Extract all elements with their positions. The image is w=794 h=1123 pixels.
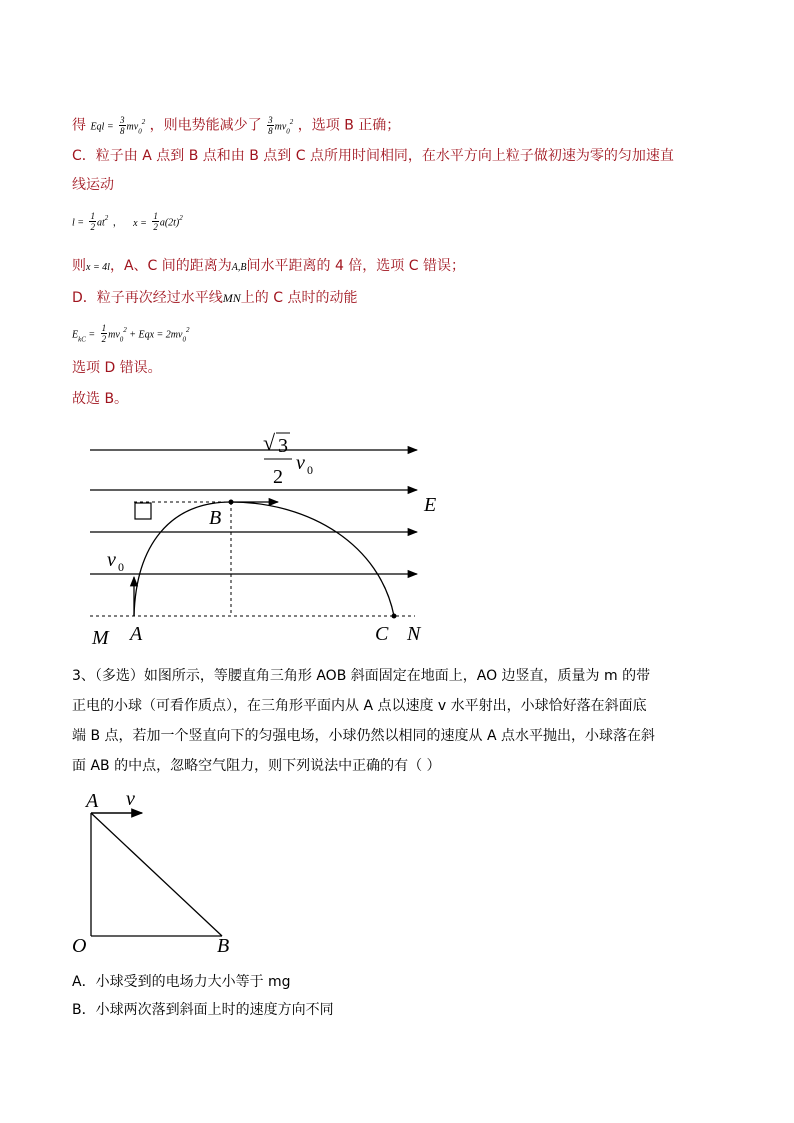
label-top-v-sub: 0 [307, 463, 313, 477]
d-line-2: 选项 D 错误。 [72, 360, 162, 376]
frac-1-2-b: $\frac{1}{2}$ [153, 211, 158, 233]
frac-1-2-a: $\frac{1}{2}$ [90, 211, 95, 233]
label-den-2: 2 [273, 466, 283, 488]
c-line-3: 则x = 4l，A、C 间的距离为A,B间水平距离的 4 倍，选项 C 错误； [72, 258, 465, 274]
trajectory-curve [134, 502, 394, 616]
text-suffix: ，选项 B 正确； [297, 117, 401, 134]
label-v0-sub: 0 [118, 560, 124, 574]
option-b: B．小球两次落到斜面上时的速度方向不同 [72, 1002, 334, 1018]
figure-2-triangle [62, 788, 252, 958]
label-n: N [407, 623, 421, 645]
text-de: 得 [72, 117, 86, 134]
d-line-1: D．粒子再次经过水平线MN上的 C 点时的动能 [72, 290, 358, 306]
frac-3-8: $\frac{3}{8}$ [120, 115, 125, 137]
label-o: O [72, 935, 87, 957]
q3-line-2: 正电的小球（可看作质点），在三角形平面内从 A 点以速度 v 水平射出，小球恰好落在斜面底 [72, 698, 647, 714]
right-angle-box [135, 503, 151, 519]
equation-2: l = $\frac{1}{2}$ $at^2$ ， x = $\frac{1}{2}$ $a(2t)^2$ [72, 211, 183, 233]
equation-3: $E_{kC}$ = $\frac{1}{2}$ $mv_0^2$ + Eqx = $2mv_0^2$ [72, 323, 190, 345]
side-ab [91, 813, 222, 936]
q3-line-1: 3、（多选）如图所示，等腰直角三角形 AOB 斜面固定在地面上，AO 边竖直，质量为 m 的带 [72, 668, 651, 684]
frac-1-2-c: $\frac{1}{2}$ [101, 323, 107, 345]
option-a: A．小球受到的电场力大小等于 mg [72, 974, 291, 990]
frac2-3-8: $\frac{3}{8}$ [268, 115, 273, 137]
figure-1-field-diagram [80, 425, 460, 650]
label-sqrt-sign: √ [263, 430, 276, 455]
point-c [392, 614, 397, 619]
c-line-2: 线运动 [72, 177, 114, 193]
label-m: M [92, 627, 109, 649]
label-a: A [130, 623, 143, 645]
eq-mv0-2: mv [274, 121, 287, 133]
label-v0: v [107, 549, 116, 571]
label-v: v [126, 788, 135, 810]
c-line-1: C．粒子由 A 点到 B 点和由 B 点到 C 点所用时间相同，在水平方向上粒子做初速为零的匀加速直 [72, 148, 674, 164]
label-e: E [424, 494, 437, 516]
conclusion: 故选 B。 [72, 391, 129, 407]
label-sqrt-3: 3 [278, 435, 288, 457]
eq-eql: Eql = [90, 121, 114, 133]
label-top-v: v [296, 452, 305, 474]
label-b: B [209, 507, 222, 529]
point-b [229, 500, 234, 505]
label-c: C [375, 623, 389, 645]
label-a: A [86, 790, 99, 812]
text-mid: ，则电势能减少了 [149, 117, 262, 134]
q3-line-3: 端 B 点，若加一个竖直向下的匀强电场，小球仍然以相同的速度从 A 点水平抛出，小球落在斜 [72, 728, 655, 744]
eq-mv0: mv [126, 121, 139, 133]
label-b: B [217, 935, 230, 957]
q3-line-4: 面 AB 的中点，忽略空气阻力，则下列说法中正确的有（ ） [72, 758, 441, 774]
solution-line-1: 得 Eql = $\frac{3}{8}$ $mv_0^2$ ，则电势能减少了 $\frac{3}{8}$ $mv_0^2$ ，选项 B 正确； [72, 115, 401, 137]
